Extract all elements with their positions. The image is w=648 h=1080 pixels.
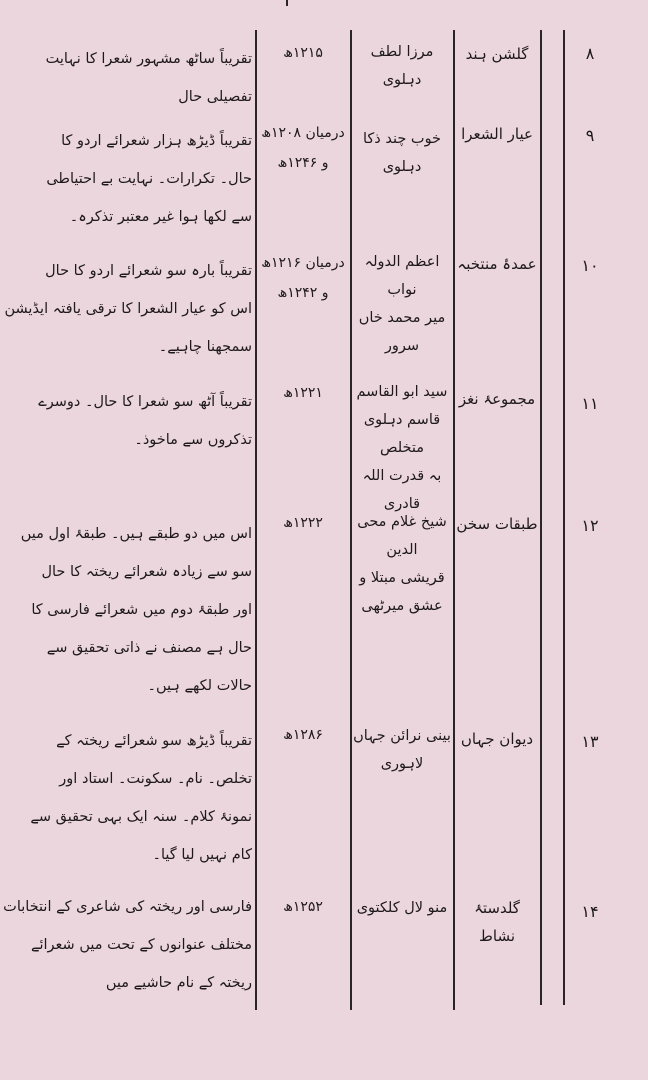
- entry-title: طبقات سخن: [456, 515, 538, 533]
- entry-description: تقریباً ساٹھ مشہور شعرا کا نہایت تفصیلی حال: [45, 51, 252, 105]
- entry-number: ۱۰: [581, 256, 599, 275]
- entry-description: تقریباً ڈیڑھ سو شعرائے ریختہ کے تخلص۔ نام۔ سکونت۔ استاد اور نمونۂ کلام۔ سنہ ایک بہی تحقیق سے کام نہیں لیا گیا۔: [30, 733, 252, 863]
- entry-number: ۱۲: [581, 516, 599, 535]
- entry-title: عیار الشعرا: [461, 125, 533, 143]
- entry-author: سید ابو القاسم قاسم دہلوی متخلص بہ قدرت اللہ قادری: [356, 384, 448, 512]
- entry-date: درمیان ۱۲۰۸ھ و ۱۲۴۶ھ: [261, 125, 345, 171]
- entry-date: ۱۲۸۶ھ: [283, 727, 323, 743]
- entry-author: شیخ غلام محی الدین قریشی مبتلا و عشق میرٹھی: [357, 514, 447, 614]
- entry-description: تقریباً ڈیڑھ ہزار شعرائے اردو کا حال۔ تکرارات۔ نہایت بے احتیاطی سے لکھا ہوا غیر معتبر تذکرہ۔: [46, 133, 252, 225]
- entry-date: ۱۲۲۲ھ: [283, 515, 323, 531]
- entry-description: فارسی اور ریختہ کی شاعری کے انتخابات مختلف عنوانوں کے تحت میں شعرائے ریختہ کے نام حاشیے میں: [3, 899, 252, 991]
- entry-author: منو لال کلکتوی: [356, 900, 448, 916]
- entry-number: ۱۳: [581, 732, 599, 751]
- entry-title: گلدستۂ نشاط: [474, 899, 520, 945]
- entry-title: عمدۂ منتخبہ: [457, 255, 537, 273]
- entry-title: مجموعۂ نغز: [458, 390, 536, 408]
- column-divider: [453, 30, 455, 1010]
- entry-description: اس میں دو طبقے ہیں۔ طبقۂ اول میں سو سے زیادہ شعرائے ریختہ کا حال اور طبقۂ دوم میں شعرائے فارسی کا حال ہے مصنف نے ذاتی تحقیق سے حالات لکھے ہیں۔: [20, 526, 252, 694]
- column-divider: [540, 30, 542, 1005]
- entry-date: درمیان ۱۲۱۶ھ و ۱۲۴۲ھ: [261, 255, 345, 301]
- column-divider: [350, 30, 352, 1010]
- column-divider: [255, 30, 257, 1010]
- entry-author: بینی نرائن جہاں لاہوری: [353, 728, 451, 772]
- entry-author: مرزا لطف دہلوی: [370, 44, 434, 88]
- entry-number: ۱۱: [581, 394, 599, 413]
- entry-date: ۱۲۲۱ھ: [283, 385, 323, 401]
- entry-title: دیوان جہاں: [460, 730, 534, 748]
- entry-description: تقریباً بارہ سو شعرائے اردو کا حال اس کو عیار الشعرا کا ترقی یافتہ ایڈیشن سمجھنا چاہیے۔: [4, 263, 252, 355]
- entry-author: اعظم الدولہ نواب میر محمد خاں سرور: [358, 254, 446, 354]
- entry-number: ۱۴: [581, 902, 599, 921]
- entry-title: گلشن ہند: [465, 45, 529, 63]
- entry-number: ۸: [585, 44, 595, 63]
- page-top-mark: [286, 0, 288, 6]
- entry-date: ۱۲۱۵ھ: [283, 45, 323, 61]
- entry-number: ۹: [585, 126, 595, 145]
- entry-description: تقریباً آٹھ سو شعرا کا حال۔ دوسرے تذکروں سے ماخوذ۔: [38, 394, 252, 448]
- entry-author: خوب چند ذکا دہلوی: [362, 131, 442, 175]
- entry-date: ۱۲۵۲ھ: [283, 899, 323, 915]
